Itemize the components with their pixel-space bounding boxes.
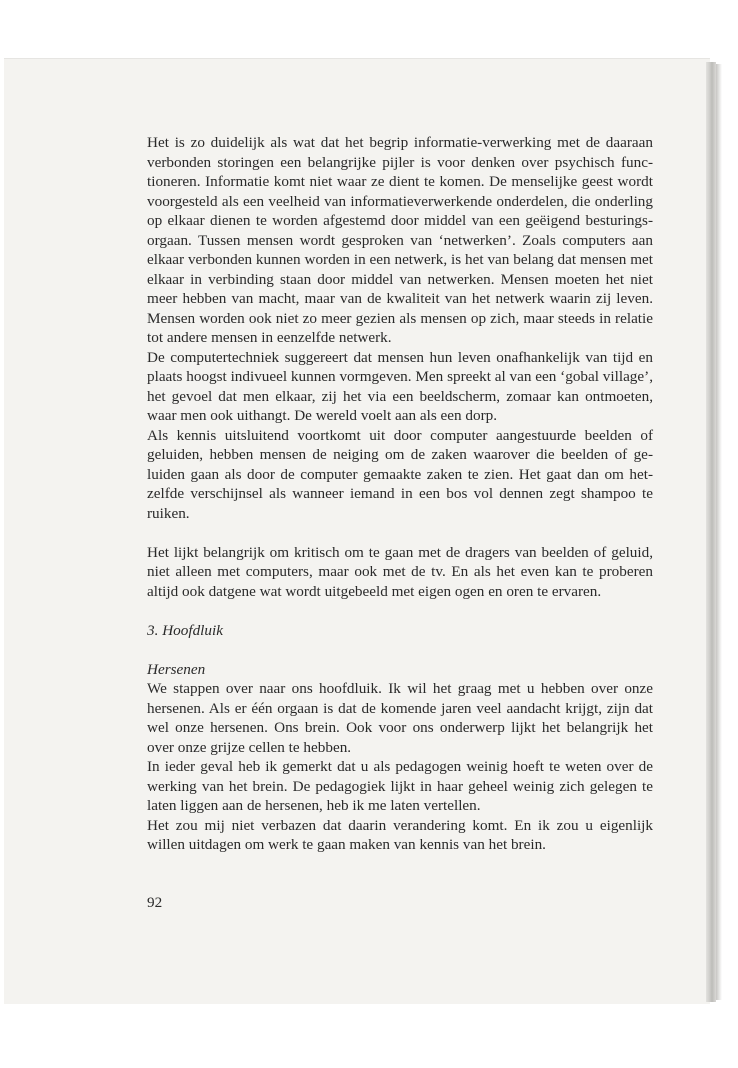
page-edge — [706, 62, 716, 1002]
paragraph-knowledge-from-computer: Als kennis uitsluitend voortkomt uit door computer aangestuurde beelden of geluiden, hebben mensen de neiging om de zaken waarover die beelden of geluiden gaan als door de computer gemaakte zaken te zien. Het gaat dan om hetzelfde verschijnsel als wanneer iemand in een bos vol dennen zegt shampoo te ruiken. — [147, 426, 653, 522]
paragraph-critical-use: Het lijkt belangrijk om kritisch om te gaan met de dragers van beelden of geluid, niet alleen met computers, maar ook met de tv. En als het even kan te proberen altijd ook datgene wat wordt uitgebeeld met eigen ogen en oren te ervaren. — [147, 543, 653, 600]
paragraph-gap — [147, 523, 653, 543]
paragraph-pedagogy: In ieder geval heb ik gemerkt dat u als pedagogen weinig hoeft te weten over de werking van het brein. De pedagogiek lijkt in haar geheel weinig zich gelegen te laten liggen aan de hersenen, heb ik me laten vertellen. — [147, 758, 653, 814]
section-heading: 3. Hoofdluik — [147, 621, 223, 639]
page-number: 92 — [147, 894, 163, 911]
paragraph-gap — [147, 640, 653, 660]
paragraph-computer-technique: De computertechniek suggereert dat mensen hun leven onafhankelijk van tijd en plaats hoogst indivueel kunnen vormgeven. Men spreekt al van een ‘gobal village’, het gevoel dat men elkaar, zij het via een beeldscherm, zomaar kan ontmoeten, waar men ook uithangt. De wereld voelt aan als een dorp. — [147, 348, 653, 424]
subheading: Hersenen — [147, 660, 206, 678]
paragraph-brain-intro: We stappen over naar ons hoofdluik. Ik wil het graag met u hebben over onze hersenen. Als er één orgaan is dat de komende jaren veel aandacht krijgt, zijn dat wel onze hersenen. Ons brein. Ook voor ons onderwerp lijkt het belangrijk het over onze grijze cellen te hebben. — [147, 680, 653, 756]
paragraph-gap — [147, 601, 653, 621]
paragraph-information-processing: Het is zo duidelijk als wat dat het begrip informatie-verwerking met de daaraan verbonden storingen een belangrijke pijler is voor denken over psychisch functioneren. Informatie komt niet waar ze dient te komen. De menselijke geest wordt voorgesteld als een veelheid van informatieverwerkende onderdelen, die onderling op elkaar dienen te worden afgestemd door middel van een geëigend besturingsorgaan. Tussen mensen wordt gesproken van ‘netwerken’. Zoals computers aan elkaar verbonden kunnen worden in een netwerk, is het van belang dat mensen met elkaar in verbinding staan door middel van netwerken. Mensen moeten het niet meer hebben van macht, maar van de kwaliteit van het netwerk waarin zij leven. Mensen worden ook niet zo meer gezien als mensen op zich, maar steeds in relatie tot andere mensen in eenzelfde netwerk. — [147, 134, 653, 346]
paragraph-challenge: Het zou mij niet verbazen dat daarin verandering komt. En ik zou u eigenlijk willen uitdagen om werk te gaan maken van kennis van het brein. — [147, 816, 653, 853]
page-edge-shadow — [716, 64, 722, 1000]
body-text — [147, 133, 653, 855]
